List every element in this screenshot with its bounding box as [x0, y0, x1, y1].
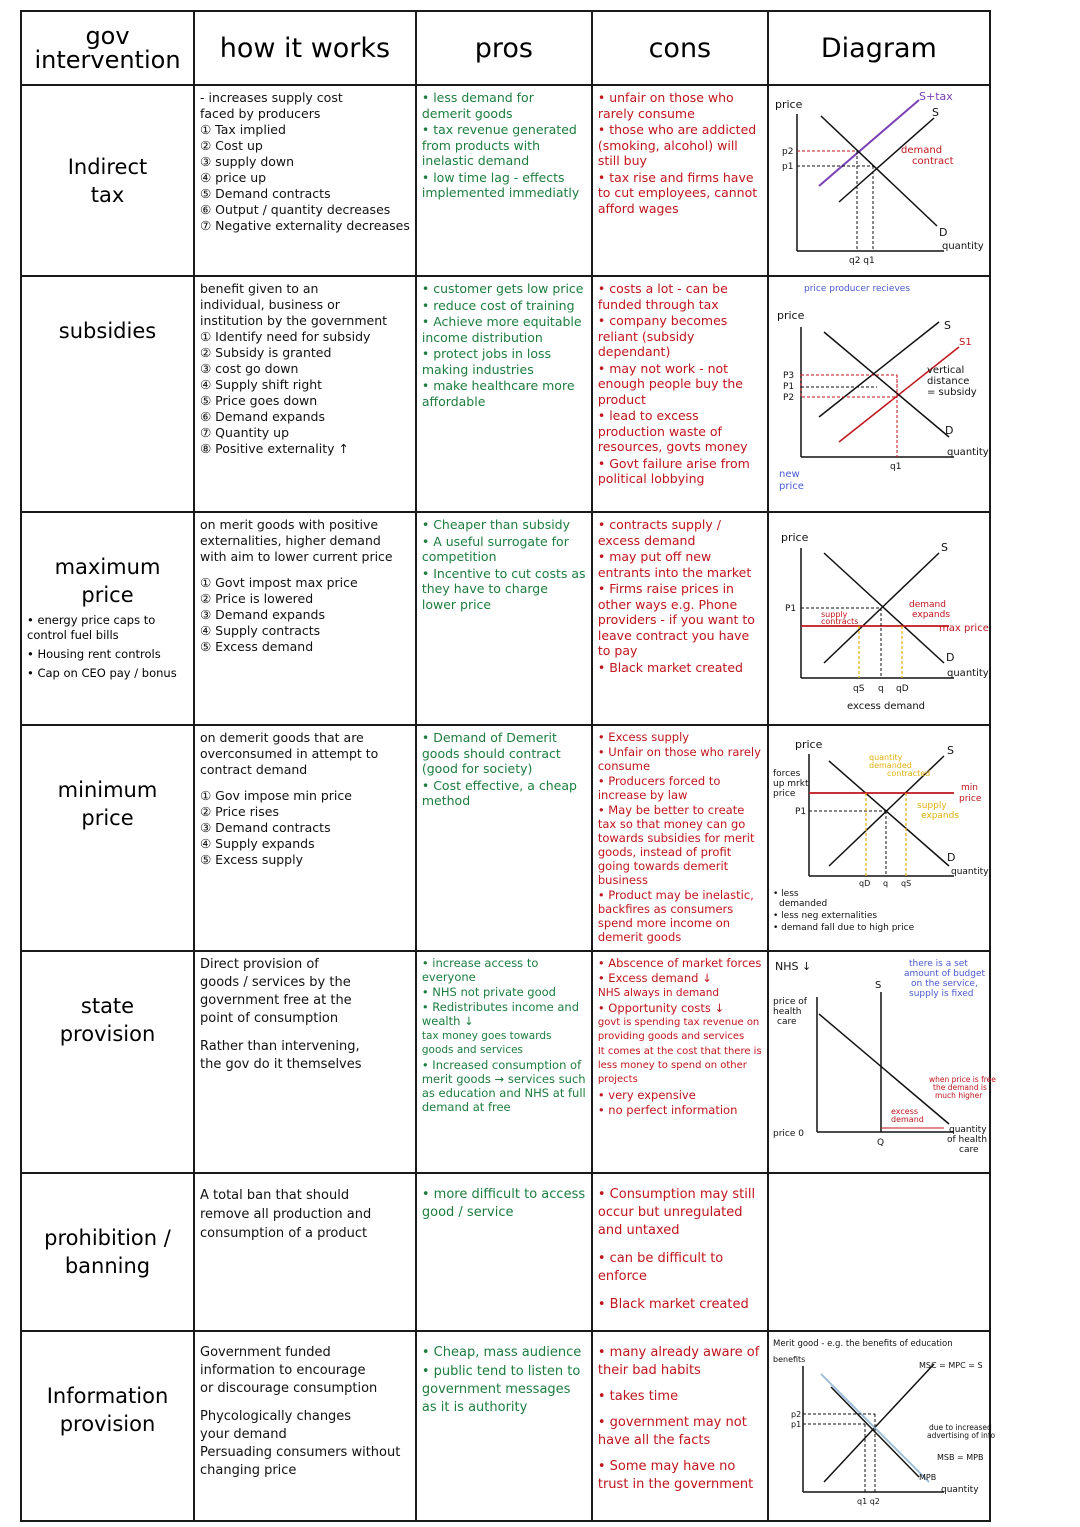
row-prohibition [21, 1173, 990, 1331]
con-item: • Excess supply [597, 730, 690, 744]
pro-item: • less demand for demerit goods [421, 90, 534, 121]
label-d: D [946, 851, 956, 864]
axis-label-quantity: quantity [948, 1125, 987, 1135]
axis-label-price: price [776, 309, 805, 322]
header-intervention-line1: gov [85, 22, 130, 50]
how-line: on merit goods with positive [200, 517, 379, 532]
how-cell [194, 85, 416, 276]
row-state-provision [21, 951, 990, 1173]
header-how: how it works [194, 11, 416, 85]
label-demand: demand [908, 600, 946, 610]
label-s: S [940, 541, 948, 554]
con-item: • takes time [597, 1389, 679, 1404]
header-diagram: Diagram [768, 11, 990, 85]
label-new-price: price [778, 481, 804, 492]
con-item: • company becomes reliant (subsidy dependant) [597, 313, 728, 359]
label-p1: P1 [782, 382, 795, 392]
con-item: • may not work - not enough people buy the product [597, 360, 743, 407]
pro-item: • Demand of Demerit goods should contract (good for society) [421, 730, 561, 776]
how-line: ⑦ Negative externality decreases [200, 218, 410, 233]
note-demand-fall: • demand fall due to high price [772, 923, 914, 933]
label-msc: MSC = MPC = S [918, 1361, 983, 1370]
label-contracted: contracted [886, 769, 931, 778]
how-line: overconsumed in attempt to [200, 746, 379, 761]
pros-cell [416, 725, 592, 951]
example-item: • Housing rent controls [27, 647, 161, 661]
label-set: there is a set [908, 959, 968, 969]
how-line: ⑤ Price goes down [200, 393, 318, 408]
label-p2: p2 [790, 1410, 802, 1419]
row-information-provision [21, 1331, 990, 1521]
pro-item: • increase access to everyone [421, 956, 539, 984]
label-s-tax: S+tax [918, 90, 953, 103]
state-provision-diagram [769, 952, 996, 1170]
pro-item: • A useful surrogate for competition [421, 533, 569, 564]
how-line: Government funded [200, 1345, 331, 1360]
con-item: • many already aware of their bad habits [597, 1345, 760, 1378]
pros-cell [416, 276, 592, 512]
pro-item: • Achieve more equitable income distribution [421, 314, 582, 345]
header-intervention-line2: intervention [34, 46, 181, 74]
label-when-free: when price is free [928, 1075, 996, 1084]
label-s: S [931, 106, 939, 119]
label-price-of: price of [772, 997, 807, 1007]
label-quantity-demanded: quantity [868, 753, 903, 762]
demand-curve [819, 1014, 949, 1124]
how-line: point of consumption [200, 1011, 339, 1026]
con-item: NHS always in demand [597, 987, 720, 999]
header-intervention [21, 11, 194, 85]
con-item: • Consumption may still occur but unregulated and untaxed [597, 1187, 756, 1238]
pros-cell [416, 1331, 592, 1521]
how-line: changing price [200, 1463, 297, 1478]
how-line: ⑦ Quantity up [200, 425, 290, 440]
how-line: Phycologically changes [200, 1409, 352, 1424]
label-merit-good: Merit good - e.g. the benefits of education [772, 1339, 953, 1349]
pro-item: • Cheap, mass audience [421, 1345, 582, 1360]
how-line: ⑤ Excess demand [200, 639, 314, 654]
how-line: information to encourage [200, 1363, 366, 1378]
cons-cell [592, 1173, 768, 1331]
how-line: ④ Supply shift right [200, 377, 323, 392]
con-item: • lead to excess production waste of resources, govts money [597, 408, 748, 454]
con-item: • contracts supply / excess demand [597, 517, 721, 548]
pros-cell [416, 85, 592, 276]
how-line: ② Cost up [200, 138, 263, 153]
how-line: government free at the [200, 993, 352, 1008]
label-advertising: advertising of info [926, 1431, 995, 1440]
label-q1q2: q1 q2 [856, 1497, 880, 1506]
con-item: • no perfect information [597, 1103, 738, 1117]
label-expands: expands [920, 811, 959, 821]
how-line: Rather than intervening, [200, 1039, 360, 1054]
header-pros: pros [416, 11, 592, 85]
pro-item: • tax revenue generated from products with inelastic demand [421, 122, 577, 168]
label-supply: supply [820, 610, 848, 619]
how-line: remove all production and [200, 1207, 372, 1222]
pro-item: • Increased consumption of merit goods → services such as education and NHS at full demand at free [421, 1058, 586, 1114]
how-cell [194, 951, 416, 1173]
max-price-diagram [769, 513, 989, 722]
label-q1: q1 [889, 462, 902, 472]
cons-cell [592, 85, 768, 276]
pro-item: • public tend to listen to government messages as it is authority [421, 1364, 581, 1415]
how-cell [194, 276, 416, 512]
label-contract: contract [911, 156, 954, 167]
label-forces: forces [772, 769, 801, 779]
how-line: A total ban that should [200, 1188, 350, 1203]
label-p1: P1 [784, 604, 797, 614]
label-subsidy: = subsidy [926, 387, 977, 398]
con-item: • costs a lot - can be funded through tax [597, 281, 728, 312]
label-s1: S1 [958, 337, 972, 348]
how-line: faced by producers [200, 106, 321, 121]
label-d: D [938, 226, 948, 239]
label-p2: P2 [782, 393, 795, 403]
label-nhs: NHS ↓ [774, 960, 812, 973]
label-q: q [877, 684, 884, 694]
label-qs: qS [852, 684, 865, 694]
how-line: ① Tax implied [200, 122, 286, 137]
axis-label-price: price [780, 531, 809, 544]
cons-cell [592, 276, 768, 512]
how-line: externalities, higher demand [200, 533, 381, 548]
label-contracts: contracts [820, 617, 859, 626]
pro-item: • Redistributes income and wealth ↓ [421, 1000, 579, 1028]
diagram-cell [768, 1331, 995, 1521]
row-name: maximum price • energy price caps to control fuel bills • Housing rent controls • Cap on CEO pay / bonus [21, 512, 194, 725]
axis-label-price: price [774, 98, 803, 111]
how-line: goods / services by the [200, 975, 351, 990]
example-item: • Cap on CEO pay / bonus [27, 666, 177, 680]
axis-label-quantity: quantity [940, 1485, 979, 1495]
cons-cell [592, 951, 768, 1173]
demand-curve [821, 116, 937, 226]
row-name: state provision [21, 951, 194, 1173]
note-neg-externalities: • less neg externalities [772, 911, 877, 921]
how-line: ③ Demand contracts [200, 820, 331, 835]
label-demand: demand [900, 145, 942, 156]
con-item: It comes at the cost that there is less money to spend on other projects [597, 1046, 762, 1085]
how-line: ③ supply down [200, 154, 295, 169]
supply-tax-curve [819, 100, 919, 186]
label-s: S [946, 744, 954, 757]
label-max-price: max price [938, 623, 989, 634]
how-line: ⑥ Output / quantity decreases [200, 202, 391, 217]
how-line: ④ Supply expands [200, 836, 315, 851]
note-demanded: demanded [778, 899, 828, 909]
min-price-diagram [769, 726, 989, 948]
label-excess-demand: demand [890, 1115, 924, 1124]
label-expands: expands [911, 610, 950, 620]
label-up-mrkt: up mrkt [772, 779, 809, 789]
label-q: q [882, 879, 888, 888]
diagram-cell [768, 1173, 990, 1331]
how-line: benefit given to an [200, 281, 319, 296]
label-fixed: supply is fixed [908, 989, 974, 999]
label-min: min [960, 783, 978, 793]
label-supply: supply [916, 801, 947, 811]
con-item: • Abscence of market forces [597, 956, 762, 970]
how-line: ④ Supply contracts [200, 623, 321, 638]
con-item: • Opportunity costs ↓ [597, 1001, 725, 1015]
how-line: ④ price up [200, 170, 267, 185]
con-item: • May be better to create tax so that money can go towards subsidies for merit goods, instead of profit going towards demerit business [597, 803, 755, 887]
con-item: • unfair on those who rarely consume [597, 90, 734, 121]
axis-label-price: price [794, 738, 823, 751]
how-line: with aim to lower current price [200, 549, 393, 564]
con-item: • Black market created [597, 659, 743, 675]
how-line: contract demand [200, 762, 308, 777]
diagram-cell [768, 725, 990, 951]
how-line: ③ cost go down [200, 361, 299, 376]
header-row [21, 11, 990, 85]
con-item: • government may not have all the facts [597, 1415, 747, 1448]
row-name: subsidies [21, 276, 194, 512]
row-name: minimum price [21, 725, 194, 951]
intervention-table [20, 10, 996, 1522]
how-line: consumption of a product [200, 1226, 368, 1241]
label-p1: P1 [794, 807, 807, 817]
diagram-cell [768, 951, 996, 1173]
con-item: • Some may have no trust in the government [597, 1459, 754, 1492]
label-excess-demand: excess demand [846, 701, 925, 712]
con-item: • Excess demand ↓ [597, 971, 712, 985]
pro-item: • low time lag - effects implemented immediatly [421, 169, 580, 200]
pro-item: • customer gets low price [421, 281, 584, 296]
label-health: health [772, 1007, 802, 1017]
how-line: ③ Demand expands [200, 607, 325, 622]
label-of-health: of health [946, 1135, 987, 1145]
row-maximum-price [21, 512, 990, 725]
con-item: • Black market created [597, 1297, 749, 1312]
label-p1: p1 [790, 1420, 802, 1429]
con-item: • those who are addicted (smoking, alcohol) will still buy [597, 122, 757, 168]
label-qd: qD [858, 879, 871, 888]
indirect-tax-diagram [769, 86, 989, 273]
label-excess: excess [890, 1107, 918, 1116]
cons-cell [592, 512, 768, 725]
pro-item: • make healthcare more affordable [421, 378, 575, 409]
pro-item: • Cost effective, a cheap method [421, 777, 577, 808]
row-minimum-price [21, 725, 990, 951]
how-line: ② Price is lowered [200, 591, 314, 606]
axis-label-quantity: quantity [950, 867, 989, 877]
label-d: D [945, 651, 955, 664]
header-cons: cons [592, 11, 768, 85]
how-line: the gov do it themselves [200, 1057, 362, 1072]
label-price-0: price 0 [772, 1129, 804, 1139]
label-demanded: demanded [868, 761, 912, 770]
label-care-qty: care [958, 1145, 979, 1155]
label-new: new [778, 469, 800, 480]
label-min-price: price [958, 794, 982, 804]
label-benefits: benefits [772, 1355, 806, 1364]
how-line: ① Gov impose min price [200, 788, 352, 803]
label-q: Q [876, 1138, 884, 1148]
label-service: on the service, [910, 979, 978, 989]
con-item: • Product may be inelastic, backfires as consumers spend more income on demerit goods [597, 888, 754, 944]
label-msb: MSB = MPB [936, 1453, 984, 1462]
label-vertical: vertical [926, 365, 965, 376]
con-item: • can be difficult to enforce [597, 1251, 724, 1284]
con-item: govt is spending tax revenue on providing goods and services [597, 1017, 760, 1042]
label-p1: p1 [781, 162, 794, 172]
how-line: - increases supply cost [200, 90, 343, 105]
con-item: • Firms raise prices in other ways e.g. Phone providers - if you want to leave contract you have to pay [597, 581, 755, 658]
label-qd: qD [895, 684, 909, 694]
pro-item: • protect jobs in loss making industries [421, 346, 552, 377]
label-demand-is: the demand is [932, 1083, 987, 1092]
subsidy-diagram [769, 277, 989, 509]
how-line: your demand [200, 1427, 287, 1442]
how-line: ⑥ Demand expands [200, 409, 325, 424]
row-indirect-tax [21, 85, 990, 276]
pros-cell [416, 512, 592, 725]
information-diagram [769, 1332, 995, 1518]
label-care: care [776, 1017, 797, 1027]
con-item: • may put off new entrants into the market [597, 549, 752, 580]
row-subsidies [21, 276, 990, 512]
row-name: prohibition / banning [21, 1173, 194, 1331]
label-p2: p2 [781, 147, 794, 157]
label-q2q1: q2 q1 [848, 256, 875, 266]
how-line: on demerit goods that are [200, 730, 364, 745]
how-cell [194, 512, 416, 725]
how-cell [194, 1173, 416, 1331]
con-item: • tax rise and firms have to cut employees, cannot afford wages [597, 169, 758, 216]
con-item: • Unfair on those who rarely consume [597, 745, 761, 773]
how-line: institution by the government [200, 313, 388, 328]
con-item: • Producers forced to increase by law [597, 774, 721, 802]
diagram-cell [768, 276, 990, 512]
axis-label-quantity: quantity [946, 668, 989, 679]
con-item: • Govt failure arise from political lobbying [597, 455, 750, 486]
con-item: • very expensive [597, 1088, 696, 1102]
how-line: ② Subsidy is granted [200, 345, 332, 360]
label-mpb: MPB [918, 1473, 937, 1482]
how-line: ⑧ Positive externality ↑ [200, 441, 349, 456]
how-cell [194, 1331, 416, 1521]
diagram-cell [768, 512, 990, 725]
label-d: D [944, 424, 954, 437]
label-budget: amount of budget [903, 969, 985, 979]
row-name: Information provision [21, 1331, 194, 1521]
how-line: ⑤ Excess supply [200, 852, 303, 867]
how-line: or discourage consumption [200, 1381, 378, 1396]
how-line: ① Govt impost max price [200, 575, 358, 590]
pro-item: • Cheaper than subsidy [421, 517, 571, 532]
how-line: Persuading consumers without [200, 1445, 401, 1460]
label-price-forces: price [772, 789, 796, 799]
cons-cell [592, 725, 768, 951]
label-qs: qS [900, 879, 912, 888]
pro-item: • NHS not private good [421, 985, 556, 999]
how-cell [194, 725, 416, 951]
pro-item: • reduce cost of training [421, 297, 575, 313]
pro-item: • more difficult to access good / service [421, 1187, 586, 1220]
label-p3: P3 [782, 371, 795, 381]
axis-label-quantity: quantity [941, 241, 984, 252]
pros-cell [416, 951, 592, 1173]
pro-item: • Incentive to cut costs as they have to charge lower price [421, 565, 586, 612]
cons-cell [592, 1331, 768, 1521]
note-less: • less [772, 889, 799, 899]
row-name: Indirect tax [21, 85, 194, 276]
how-line: ② Price rises [200, 804, 279, 819]
label-price-producer: price producer recieves [803, 284, 910, 294]
label-distance: distance [926, 376, 970, 387]
example-item: • energy price caps to control fuel bills [27, 613, 156, 642]
how-line: Direct provision of [200, 957, 319, 972]
supply-curve [824, 1364, 937, 1482]
how-line: ① Identify need for subsidy [200, 329, 371, 344]
label-due-to: due to increased [928, 1423, 992, 1432]
how-line: ⑤ Demand contracts [200, 186, 331, 201]
pros-cell [416, 1173, 592, 1331]
label-s: S [943, 319, 951, 332]
how-line: individual, business or [200, 297, 340, 312]
supply-curve [819, 322, 939, 417]
pro-item: tax money goes towards goods and services [421, 1030, 552, 1056]
label-much-higher: much higher [934, 1091, 983, 1100]
diagram-cell [768, 85, 990, 276]
axis-label-quantity: quantity [946, 447, 989, 458]
label-s: S [874, 980, 882, 991]
